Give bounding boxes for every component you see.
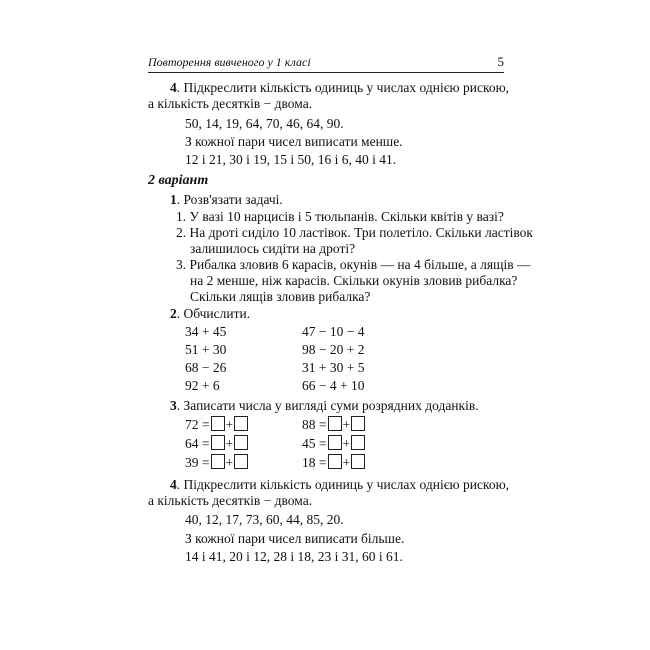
place-value-row: 18 = + xyxy=(302,454,366,471)
answer-box[interactable] xyxy=(328,454,342,469)
task4-line2: а кількість десятків − двома. xyxy=(148,493,313,508)
task-number: 3 xyxy=(170,398,177,413)
answer-box[interactable] xyxy=(234,416,248,431)
answer-box[interactable] xyxy=(211,416,225,431)
expr-left-1: 34 + 45 xyxy=(185,324,227,339)
place-value-row: 64 = + xyxy=(185,435,249,452)
expr-right-4: 66 − 4 + 10 xyxy=(302,378,365,393)
header-title: Повторення вивченого у 1 класі xyxy=(148,55,311,69)
place-value-row: 88 = + xyxy=(302,416,366,433)
expr-left-2: 51 + 30 xyxy=(185,342,227,357)
place-value-row: 72 = + xyxy=(185,416,249,433)
answer-box[interactable] xyxy=(351,454,365,469)
answer-box[interactable] xyxy=(211,454,225,469)
task1-title: 1. Розв'язати задачі. xyxy=(170,192,283,207)
task-number: 4 xyxy=(170,80,177,95)
task-text: . Підкреслити кількість одиниць у числах однією рискою, xyxy=(176,477,510,492)
problem-1: 1. У вазі 10 нарцисів і 5 тюльпанів. Скільки квітів у вазі? xyxy=(176,209,504,224)
place-value-row: 45 = + xyxy=(302,435,366,452)
expr-right-3: 31 + 30 + 5 xyxy=(302,360,365,375)
task-number: 1 xyxy=(170,192,177,207)
expr-left-4: 92 + 6 xyxy=(185,378,220,393)
task4-top-numbers: 50, 14, 19, 64, 70, 46, 64, 90. xyxy=(185,116,344,131)
task4-instruction: З кожної пари чисел виписати більше. xyxy=(185,531,405,546)
problem-3-line3: Скільки лящів зловив рибалка? xyxy=(190,289,371,304)
task3-title: 3. Записати числа у вигляді суми розрядних доданків. xyxy=(170,398,479,413)
place-value-row: 39 = + xyxy=(185,454,249,471)
expr-left-3: 68 − 26 xyxy=(185,360,227,375)
problem-3-line2: на 2 менше, ніж карасів. Скільки окунів зловив рибалка? xyxy=(190,273,518,288)
answer-box[interactable] xyxy=(211,435,225,450)
task-text: . Підкреслити кількість одиниць у числах однією рискою, xyxy=(176,80,510,95)
expr-right-2: 98 − 20 + 2 xyxy=(302,342,365,357)
task2-title: 2. Обчислити. xyxy=(170,306,251,321)
answer-box[interactable] xyxy=(351,416,365,431)
task4-top-instruction: З кожної пари чисел виписати менше. xyxy=(185,134,403,149)
answer-box[interactable] xyxy=(328,435,342,450)
expr-right-1: 47 − 10 − 4 xyxy=(302,324,365,339)
task4-pairs: 14 і 41, 20 і 12, 28 і 18, 23 і 31, 60 і 61. xyxy=(185,549,403,564)
answer-box[interactable] xyxy=(351,435,365,450)
problem-2-line2: залишилось сидіти на дроті? xyxy=(190,241,356,256)
answer-box[interactable] xyxy=(328,416,342,431)
task-number: 2 xyxy=(170,306,177,321)
variant-heading: 2 варіант xyxy=(148,173,209,188)
task4-top-line1 xyxy=(170,80,509,96)
page-header xyxy=(148,54,504,72)
task4-line1 xyxy=(170,477,509,493)
task-number: 4 xyxy=(170,477,177,492)
problem-3-line1: 3. Рибалка зловив 6 карасів, окунів — на 4 більше, а лящів — xyxy=(176,257,531,272)
problem-2-line1: 2. На дроті сиділо 10 ластівок. Три полетіло. Скільки ластівок xyxy=(176,225,533,240)
header-rule xyxy=(148,72,504,73)
task4-top-line2: а кількість десятків − двома. xyxy=(148,96,313,111)
answer-box[interactable] xyxy=(234,454,248,469)
answer-box[interactable] xyxy=(234,435,248,450)
task4-top-pairs: 12 і 21, 30 і 19, 15 і 50, 16 і 6, 40 і 41. xyxy=(185,152,397,167)
page-number: 5 xyxy=(497,54,504,69)
task4-numbers: 40, 12, 17, 73, 60, 44, 85, 20. xyxy=(185,512,344,527)
